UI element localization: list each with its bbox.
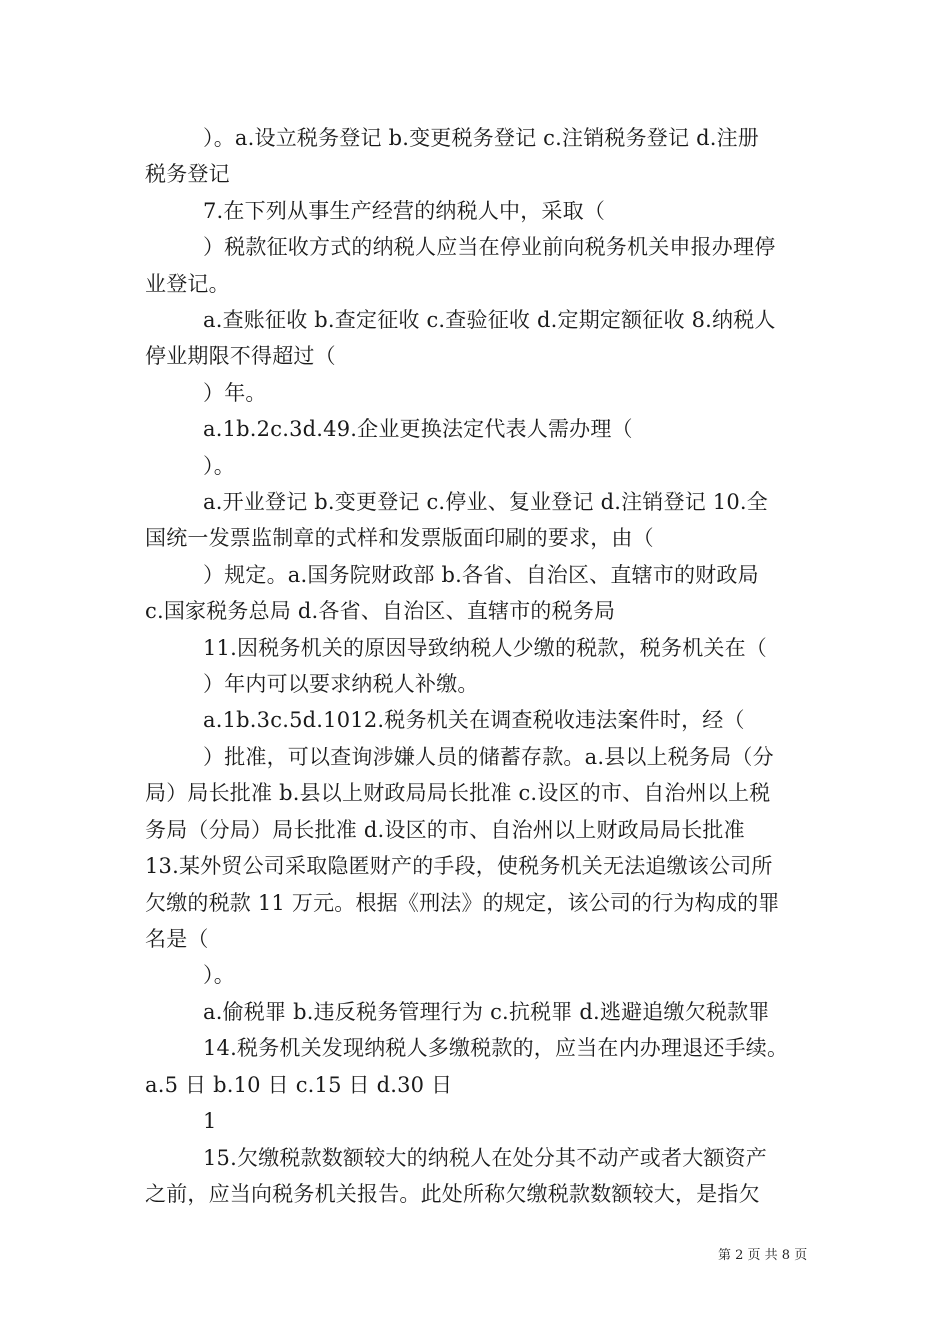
text-line: ）年内可以要求纳税人补缴。 — [203, 672, 479, 696]
text-line: ）批准，可以查询涉嫌人员的储蓄存款。a.县以上税务局（分 — [203, 745, 774, 769]
text-line: ）税款征收方式的纳税人应当在停业前向税务机关申报办理停 — [203, 235, 776, 259]
text-line: 7.在下列从事生产经营的纳税人中，采取（ — [203, 199, 606, 223]
text-line: a.开业登记 b.变更登记 c.停业、复业登记 d.注销登记 10.全 — [203, 490, 768, 514]
text-line: 国统一发票监制章的式样和发票版面印刷的要求，由（ — [145, 526, 654, 550]
text-line: 务局（分局）局长批准 d.设区的市、自治州以上财政局局长批准 — [145, 818, 745, 842]
text-line: 11.因税务机关的原因导致纳税人少缴的税款，税务机关在（ — [203, 636, 767, 660]
page-number-inline: 1 — [203, 1109, 217, 1133]
text-line: 税务登记 — [145, 162, 230, 186]
text-line: 业登记。 — [145, 272, 230, 296]
text-line: 名是（ — [145, 927, 209, 951]
text-line: a.5 日 b.10 日 c.15 日 d.30 日 — [145, 1073, 453, 1097]
text-line: a.偷税罪 b.违反税务管理行为 c.抗税罪 d.逃避追缴欠税款罪 — [203, 1000, 770, 1024]
text-line: ）。 — [203, 454, 235, 478]
text-line: a.1b.3c.5d.1012.税务机关在调查税收违法案件时，经（ — [203, 708, 745, 732]
text-line: a.1b.2c.3d.49.企业更换法定代表人需办理（ — [203, 417, 633, 441]
text-line: 局）局长批准 b.县以上财政局局长批准 c.设区的市、自治州以上税 — [145, 781, 771, 805]
text-line: 欠缴的税款 11 万元。根据《刑法》的规定，该公司的行为构成的罪 — [145, 891, 780, 915]
text-line: 15.欠缴税款数额较大的纳税人在处分其不动产或者大额资产 — [203, 1146, 767, 1170]
text-line: ）规定。a.国务院财政部 b.各省、自治区、直辖市的财政局 — [203, 563, 759, 587]
text-line: ）。 — [203, 963, 235, 987]
text-line: 之前，应当向税务机关报告。此处所称欠缴税款数额较大，是指欠 — [145, 1182, 760, 1206]
text-line: ）年。 — [203, 381, 267, 405]
text-line: 停业期限不得超过（ — [145, 344, 336, 368]
text-line: c.国家税务总局 d.各省、自治区、直辖市的税务局 — [145, 599, 616, 623]
page-footer: 第 2 页 共 8 页 — [718, 1248, 808, 1263]
text-line: a.查账征收 b.查定征收 c.查验征收 d.定期定额征收 8.纳税人 — [203, 308, 776, 332]
text-line: 13.某外贸公司采取隐匿财产的手段，使税务机关无法追缴该公司所 — [145, 854, 773, 878]
text-line: ）。a.设立税务登记 b.变更税务登记 c.注销税务登记 d.注册 — [203, 126, 759, 150]
text-line: 14.税务机关发现纳税人多缴税款的，应当在内办理退还手续。 — [203, 1036, 789, 1060]
